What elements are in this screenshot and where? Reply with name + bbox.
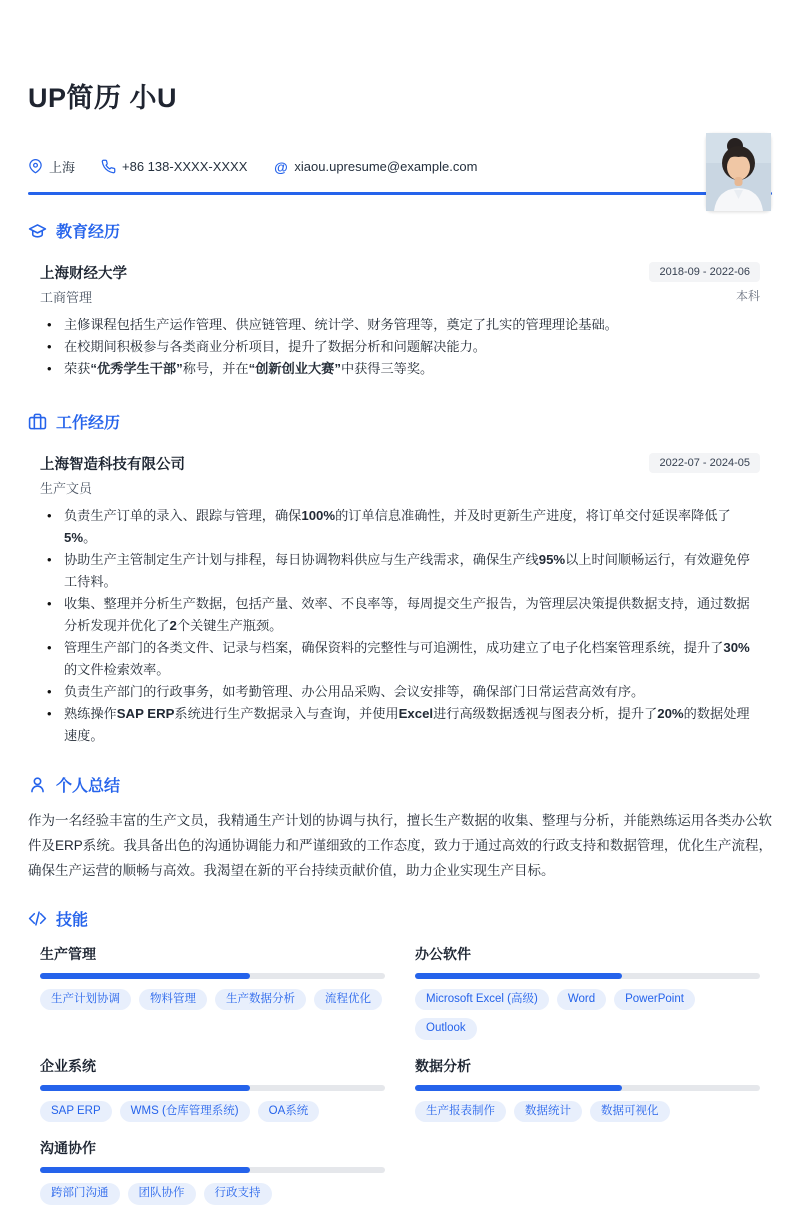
person-icon	[28, 775, 47, 794]
contact-email	[273, 159, 477, 174]
portrait-illustration	[706, 133, 771, 211]
skill-progress-track	[40, 1085, 385, 1091]
section-summary	[28, 773, 772, 883]
bullet-item: • 负责生产部门的行政事务，如考勤管理、办公用品采购、会议安排等，确保部门日常运营高效有序。	[40, 681, 760, 703]
header-divider	[28, 192, 772, 195]
skill-progress-fill	[40, 1167, 250, 1173]
skill-tag: SAP ERP	[40, 1101, 112, 1123]
bullet-item: • 熟练操作SAP ERP系统进行生产数据录入与查询，并使用Excel进行高级数据透视与图表分析，提升了20%的数据处理速度。	[40, 703, 760, 747]
education-degree: 本科	[735, 288, 760, 303]
skill-progress-fill	[40, 1085, 250, 1091]
work-bullets	[40, 505, 760, 747]
resume-name: UP简历 小U	[28, 83, 178, 113]
contact-phone-text: +86 138-XXXX-XXXX	[122, 159, 248, 174]
education-bullets	[40, 314, 760, 380]
work-header	[28, 410, 772, 433]
code-icon	[28, 909, 47, 928]
bullet-item: • 管理生产部门的各类文件、记录与档案，确保资料的完整性与可追溯性，成功建立了电子化档案管理系统，提升了30%的文件检索效率。	[40, 637, 760, 681]
skill-block	[40, 1056, 385, 1123]
education-title: 教育经历	[56, 223, 121, 241]
skill-tag: 数据统计	[514, 1101, 582, 1123]
skill-name: 生产管理	[40, 945, 96, 962]
skill-tags	[40, 1183, 385, 1205]
contact-location	[28, 157, 75, 176]
skill-tag: Word	[557, 989, 606, 1011]
school-name: 上海财经大学	[40, 265, 127, 282]
skill-name: 办公软件	[415, 945, 471, 962]
skill-progress-track	[415, 973, 760, 979]
briefcase-icon	[28, 412, 47, 431]
skill-progress-track	[415, 1085, 760, 1091]
skill-name: 企业系统	[40, 1057, 96, 1074]
skill-tag: 生产数据分析	[215, 989, 306, 1011]
skill-block	[415, 1056, 760, 1123]
skill-tags	[415, 989, 760, 1040]
education-header	[28, 219, 772, 242]
skill-tags	[40, 989, 385, 1011]
email-at-icon: @	[274, 158, 288, 175]
skill-tags	[415, 1101, 760, 1123]
skill-tag: Outlook	[415, 1018, 477, 1040]
summary-text: 作为一名经验丰富的生产文员，我精通生产计划的协调与执行，擅长生产数据的收集、整理与分析，并能熟练运用各类办公软件及ERP系统。我具备出色的沟通协调能力和严谨细致的工作态度，致力于通过高效的行政支持和数据管理，优化生产流程，确保生产运营的顺畅与高效。我渴望在新的平台持续贡献价值，助力企业实现生产目标。	[28, 812, 772, 878]
skill-tag: 物料管理	[139, 989, 207, 1011]
skill-progress-track	[40, 973, 385, 979]
resume-page	[0, 76, 800, 1206]
skill-tag: 行政支持	[204, 1183, 272, 1205]
location-pin-icon	[28, 159, 43, 174]
skills-grid	[28, 944, 772, 1221]
work-dates-badge: 2022-07 - 2024-05	[649, 453, 760, 473]
phone-icon	[101, 159, 116, 174]
bullet-item: • 协助生产主管制定生产计划与排程，每日协调物料供应与生产线需求，确保生产线95%以上时间顺畅运行，有效避免停工待料。	[40, 549, 760, 593]
skill-tag: OA系统	[258, 1101, 320, 1123]
skill-tag: Microsoft Excel (高级)	[415, 989, 549, 1011]
skill-tag: 跨部门沟通	[40, 1183, 120, 1205]
profile-photo	[706, 133, 771, 211]
skill-tag: 生产报表制作	[415, 1101, 506, 1123]
contact-location-text: 上海	[49, 160, 76, 175]
skills-title: 技能	[56, 911, 89, 929]
skill-name: 沟通协作	[40, 1140, 96, 1156]
education-dates-badge: 2018-09 - 2022-06	[649, 262, 760, 282]
work-item	[28, 453, 772, 747]
bullet-item: • 荣获“优秀学生干部”称号，并在“创新创业大赛”中获得三等奖。	[40, 358, 760, 380]
contact-row	[28, 157, 772, 176]
contact-email-text: xiaou.upresume@example.com	[294, 159, 478, 174]
skill-progress-fill	[40, 973, 250, 979]
skills-header	[28, 907, 772, 930]
skill-block	[40, 1138, 385, 1205]
skill-tags	[40, 1101, 385, 1123]
bullet-item: • 负责生产订单的录入、跟踪与管理，确保100%的订单信息准确性，并及时更新生产进度，将订单交付延误率降低了5%。	[40, 505, 760, 549]
graduation-cap-icon	[28, 221, 47, 240]
skill-tag: 流程优化	[314, 989, 382, 1011]
section-skills	[28, 907, 772, 1221]
skill-tag: WMS (仓库管理系统)	[120, 1101, 250, 1123]
skill-block	[415, 944, 760, 1040]
section-work	[28, 410, 772, 747]
education-major: 工商管理	[40, 289, 93, 305]
skill-progress-fill	[415, 1085, 622, 1091]
section-education	[28, 219, 772, 380]
skill-tag: 团队协作	[128, 1183, 196, 1205]
skill-block	[40, 944, 385, 1040]
skill-tag: 生产计划协调	[40, 989, 131, 1011]
skill-tag: PowerPoint	[614, 989, 695, 1011]
education-item	[28, 262, 772, 380]
bullet-item: • 在校期间积极参与各类商业分析项目，提升了数据分析和问题解决能力。	[40, 336, 760, 358]
skill-progress-track	[40, 1167, 385, 1173]
skill-progress-fill	[415, 973, 622, 979]
work-title: 工作经历	[56, 414, 121, 432]
work-role: 生产文员	[40, 480, 93, 496]
bullet-item: • 主修课程包括生产运作管理、供应链管理、统计学、财务管理等，奠定了扎实的管理理论基础。	[40, 314, 760, 336]
skill-name: 数据分析	[415, 1057, 471, 1074]
company-name: 上海智造科技有限公司	[40, 456, 185, 473]
summary-title: 个人总结	[56, 777, 121, 795]
summary-header	[28, 773, 772, 796]
skill-tag: 数据可视化	[590, 1101, 670, 1123]
bullet-item: • 收集、整理并分析生产数据，包括产量、效率、不良率等，每周提交生产报告，为管理层决策提供数据支持，通过数据分析发现并优化了2个关键生产瓶颈。	[40, 593, 760, 637]
contact-phone	[101, 159, 247, 174]
